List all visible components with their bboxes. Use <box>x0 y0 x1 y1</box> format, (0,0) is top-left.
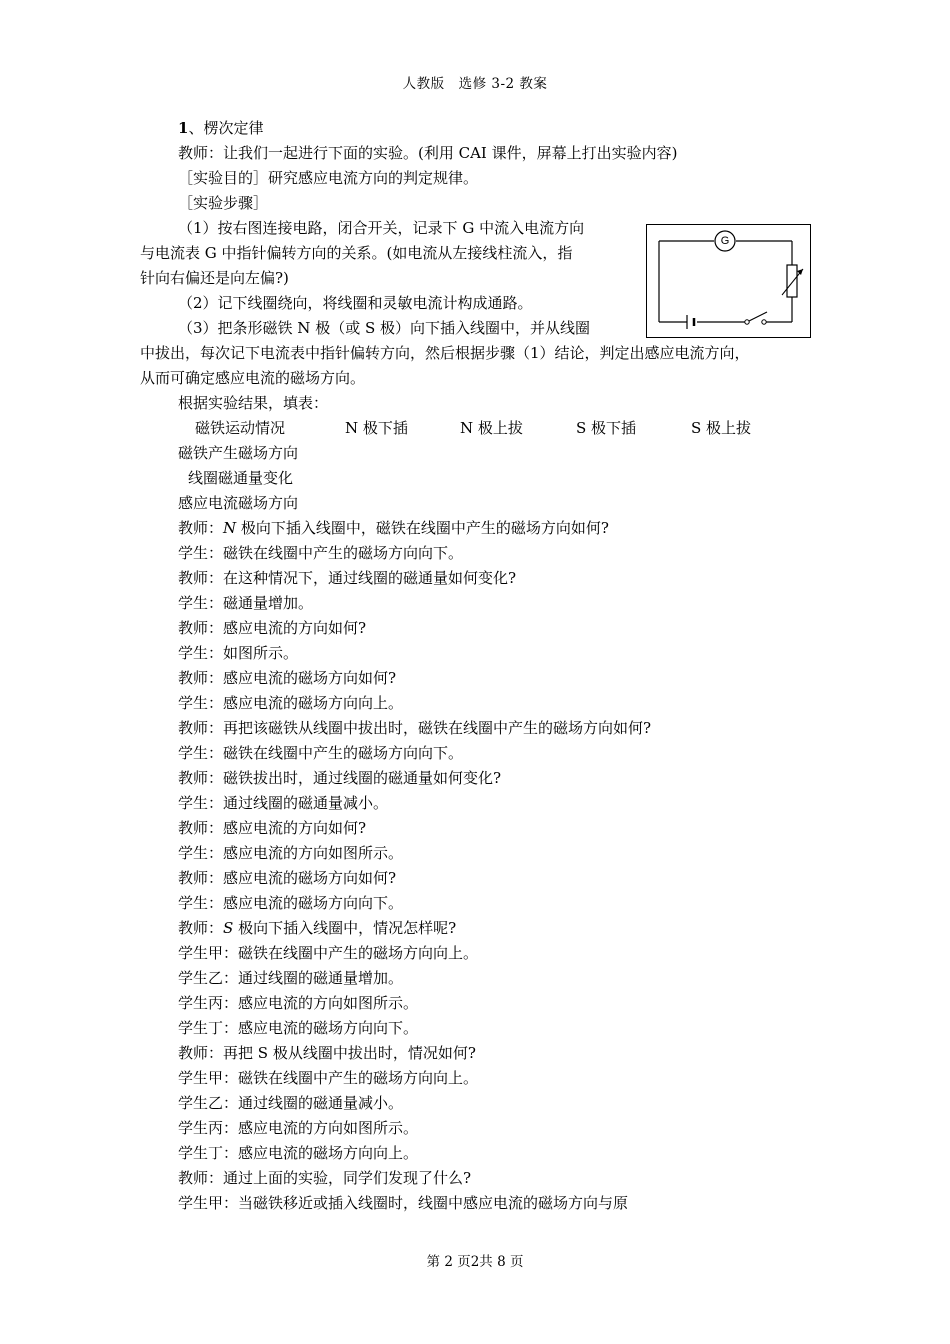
dialogue-line <box>178 943 478 963</box>
speaker-label: 学生丙： <box>178 994 239 1012</box>
intro-line: 教师：让我们一起进行下面的实验。(利用 CAI 课件，屏幕上打出实验内容) <box>178 144 678 162</box>
step-1-line-a: （1）按右图连接电路，闭合开关，记录下 G 中流入电流方向 <box>178 219 585 237</box>
dialogue-line <box>178 1118 418 1138</box>
dialogue-text: 感应电流的方向如何? <box>223 619 367 637</box>
speaker-label: 教师： <box>178 819 224 837</box>
dialogue-line <box>178 618 366 638</box>
step-1-line-b: 与电流表 G 中指针偏转方向的关系。(如电流从左接线柱流入，指 <box>140 244 573 262</box>
dialogue-text: 磁铁拔出时，通过线圈的磁通量如何变化? <box>223 769 502 787</box>
dialogue-text: 磁通量增加。 <box>223 594 314 612</box>
dialogue-text: 感应电流的磁场方向如何? <box>223 869 397 887</box>
dialogue-text: 通过上面的实验，同学们发现了什么? <box>223 1169 472 1187</box>
dialogue-text: 如图所示。 <box>223 644 299 662</box>
dialogue-line <box>178 968 403 988</box>
dialogue-text: 再把 S 极从线圈中拔出时，情况如何? <box>223 1044 476 1062</box>
pole-symbol: N <box>223 519 237 537</box>
dialogue-text: 磁铁在线圈中产生的磁场方向向上。 <box>238 1069 479 1087</box>
speaker-label: 教师： <box>178 769 224 787</box>
dialogue-line <box>178 668 396 688</box>
dialogue-line <box>178 793 388 813</box>
dialogue-text: 极向下插入线圈中，磁铁在线圈中产生的磁场方向如何? <box>236 519 609 537</box>
dialogue-text: 感应电流的方向如图所示。 <box>223 844 404 862</box>
table-header-label: 磁铁运动情况 <box>195 419 286 437</box>
page-footer: 第 2 页2共 8 页 <box>426 1254 524 1270</box>
dialogue-line <box>178 993 418 1013</box>
dialogue-line <box>178 1168 471 1188</box>
dialogue-text: 通过线圈的磁通量增加。 <box>238 969 404 987</box>
dialogue-text: 感应电流的磁场方向如何? <box>223 669 397 687</box>
dialogue-line <box>178 1043 476 1063</box>
dialogue-line <box>178 718 651 738</box>
dialogue-text: 感应电流的方向如何? <box>223 819 367 837</box>
dialogue-line <box>178 768 501 788</box>
experiment-steps-title: ［实验步骤］ <box>178 194 269 212</box>
dialogue-text: 当磁铁移近或插入线圈时，线圈中感应电流的磁场方向与原 <box>238 1194 629 1212</box>
section-heading <box>178 118 263 138</box>
dialogue-line <box>178 643 298 663</box>
dialogue-text: 通过线圈的磁通量减小。 <box>238 1094 404 1112</box>
dialogue-text: 感应电流的方向如图所示。 <box>238 994 419 1012</box>
dialogue-text: 感应电流的磁场方向向下。 <box>238 1019 419 1037</box>
dialogue-text: 再把该磁铁从线圈中拔出时，磁铁在线圈中产生的磁场方向如何? <box>223 719 652 737</box>
table-row-flux-change: 线圈磁通量变化 <box>188 469 294 487</box>
step-3-line-c: 从而可确定感应电流的磁场方向。 <box>140 369 366 387</box>
speaker-label: 教师： <box>178 669 224 687</box>
dialogue-line <box>178 693 403 713</box>
step-3-line-a: （3）把条形磁铁 N 极（或 S 极）向下插入线圈中，并从线圈 <box>178 319 591 337</box>
speaker-label: 学生： <box>178 544 224 562</box>
rheostat-icon <box>787 265 797 297</box>
speaker-label: 教师： <box>178 519 224 537</box>
dialogue-text: 感应电流的方向如图所示。 <box>238 1119 419 1137</box>
speaker-label: 学生甲： <box>178 944 239 962</box>
dialogue-text: 磁铁在线圈中产生的磁场方向向下。 <box>223 744 464 762</box>
dialogue-text: 在这种情况下，通过线圈的磁通量如何变化? <box>223 569 517 587</box>
galvanometer-label: G <box>720 235 730 247</box>
speaker-label: 学生丁： <box>178 1019 239 1037</box>
dialogue-line <box>178 593 313 613</box>
speaker-label: 学生： <box>178 844 224 862</box>
dialogue-line <box>178 743 463 763</box>
step-1-line-c: 针向右偏还是向左偏?) <box>140 269 289 287</box>
dialogue-line <box>178 1193 628 1213</box>
speaker-label: 学生： <box>178 694 224 712</box>
dialogue-line <box>178 1143 418 1163</box>
speaker-label: 教师： <box>178 869 224 887</box>
page-header: 人教版 选修 3-2 教案 <box>402 76 548 92</box>
speaker-label: 教师： <box>178 619 224 637</box>
dialogue-line <box>178 543 463 563</box>
speaker-label: 学生乙： <box>178 1094 239 1112</box>
pole-symbol: S <box>223 919 234 937</box>
dialogue-text: 感应电流的磁场方向向上。 <box>238 1144 419 1162</box>
section-number: 1 <box>178 119 189 137</box>
dialogue-text: 感应电流的磁场方向向上。 <box>223 694 404 712</box>
dialogue-line <box>178 1068 478 1088</box>
speaker-label: 学生甲： <box>178 1069 239 1087</box>
dialogue-text: 极向下插入线圈中，情况怎样呢? <box>233 919 457 937</box>
dialogue-line <box>178 893 403 913</box>
fill-table-instruction: 根据实验结果，填表： <box>178 394 329 412</box>
table-col-s-up: S 极上拔 <box>691 419 752 437</box>
speaker-label: 学生甲： <box>178 1194 239 1212</box>
speaker-label: 学生： <box>178 594 224 612</box>
table-col-n-up: N 极上拔 <box>460 419 523 437</box>
dialogue-line <box>178 1018 418 1038</box>
dialogue-text: 感应电流的磁场方向向下。 <box>223 894 404 912</box>
speaker-label: 教师： <box>178 719 224 737</box>
speaker-label: 学生： <box>178 644 224 662</box>
dialogue-line <box>178 818 366 838</box>
speaker-label: 学生丙： <box>178 1119 239 1137</box>
table-row-induced-field: 感应电流磁场方向 <box>178 494 299 512</box>
section-title: 、楞次定律 <box>188 119 264 137</box>
dialogue-text: 通过线圈的磁通量减小。 <box>223 794 389 812</box>
table-col-n-down: N 极下插 <box>345 419 408 437</box>
dialogue-line <box>178 518 609 538</box>
dialogue-line <box>178 1093 403 1113</box>
dialogue-line <box>178 843 403 863</box>
dialogue-line <box>178 868 396 888</box>
speaker-label: 学生： <box>178 794 224 812</box>
speaker-label: 学生： <box>178 744 224 762</box>
table-row-magnet-field: 磁铁产生磁场方向 <box>178 444 299 462</box>
dialogue-line <box>178 918 456 938</box>
speaker-label: 学生： <box>178 894 224 912</box>
speaker-label: 教师： <box>178 569 224 587</box>
dialogue-line <box>178 568 516 588</box>
step-3-line-b: 中拔出，每次记下电流表中指针偏转方向，然后根据步骤（1）结论，判定出感应电流方向， <box>140 344 750 362</box>
dialogue-text: 磁铁在线圈中产生的磁场方向向下。 <box>223 544 464 562</box>
speaker-label: 教师： <box>178 1044 224 1062</box>
speaker-label: 教师： <box>178 1169 224 1187</box>
dialogue-text: 磁铁在线圈中产生的磁场方向向上。 <box>238 944 479 962</box>
speaker-label: 学生丁： <box>178 1144 239 1162</box>
speaker-label: 学生乙： <box>178 969 239 987</box>
circuit-diagram <box>646 224 811 338</box>
speaker-label: 教师： <box>178 919 224 937</box>
step-2: （2）记下线圈绕向，将线圈和灵敏电流计构成通路。 <box>178 294 533 312</box>
switch-icon <box>745 320 749 324</box>
table-col-s-down: S 极下插 <box>576 419 637 437</box>
experiment-purpose: ［实验目的］研究感应电流方向的判定规律。 <box>178 169 479 187</box>
